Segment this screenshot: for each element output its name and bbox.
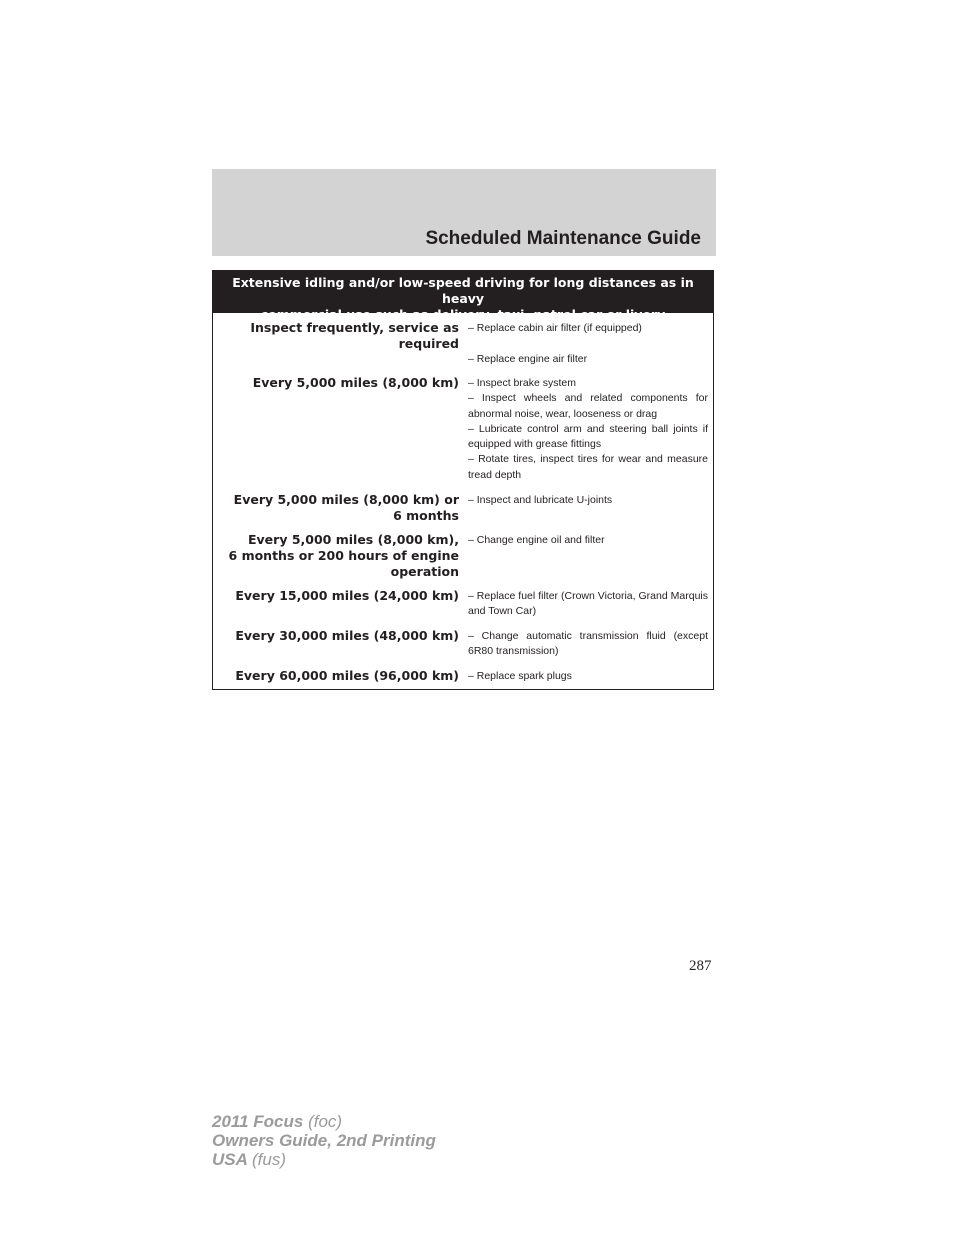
interval-label xyxy=(223,588,459,604)
task-item: – Inspect and lubricate U-joints xyxy=(468,494,613,506)
interval-label xyxy=(223,492,459,524)
maintenance-table xyxy=(212,270,714,690)
interval-line: Every 15,000 miles (24,000 km) xyxy=(235,588,459,603)
interval-label xyxy=(223,532,459,580)
task-list xyxy=(468,533,708,548)
section-header-band xyxy=(212,169,716,256)
footer-model-code: (foc) xyxy=(308,1112,343,1131)
footer-line-guide: Owners Guide, 2nd Printing xyxy=(212,1131,436,1150)
task-list xyxy=(468,321,708,367)
page-number: 287 xyxy=(689,958,712,974)
task-item: – Inspect wheels and related components for abnormal noise, wear, looseness or drag xyxy=(468,392,708,420)
task-item: – Replace engine air filter xyxy=(468,352,588,365)
interval-line: Every 5,000 miles (8,000 km), xyxy=(248,532,459,547)
interval-label xyxy=(223,668,459,684)
task-list xyxy=(468,629,708,660)
task-list xyxy=(468,493,708,508)
interval-line: operation xyxy=(390,564,459,579)
interval-line: Inspect frequently, service as xyxy=(250,320,459,335)
footer-line-region xyxy=(212,1150,436,1169)
section-title: Scheduled Maintenance Guide xyxy=(425,228,701,249)
task-list xyxy=(468,589,708,620)
interval-line: Every 30,000 miles (48,000 km) xyxy=(235,628,459,643)
task-item: – Inspect brake system xyxy=(468,377,576,389)
task-item: – Replace spark plugs xyxy=(468,670,572,682)
interval-line: Every 5,000 miles (8,000 km) xyxy=(252,375,459,390)
interval-label xyxy=(223,320,459,352)
footer-line-model xyxy=(212,1112,436,1131)
interval-label xyxy=(223,375,459,391)
footer-region-code: (fus) xyxy=(252,1150,286,1169)
task-item: – Lubricate control arm and steering ball joints if equipped with grease fittings xyxy=(468,422,708,451)
footer-model: 2011 Focus xyxy=(212,1112,304,1131)
task-item: – Change automatic transmission fluid (except 6R80 transmission) xyxy=(468,630,708,658)
task-item: – Replace fuel filter (Crown Victoria, Grand Marquis and Town Car) xyxy=(468,590,708,618)
table-heading-line: Extensive idling and/or low-speed driving for long distances as in heavy xyxy=(232,275,694,306)
task-item: – Replace cabin air filter (if equipped) xyxy=(468,322,642,334)
footer-region: USA xyxy=(212,1150,248,1169)
task-list xyxy=(468,376,708,483)
task-list xyxy=(468,669,708,684)
interval-line: Every 60,000 miles (96,000 km) xyxy=(235,668,459,683)
task-item: – Rotate tires, inspect tires for wear and measure tread depth xyxy=(468,453,708,481)
task-item: – Change engine oil and filter xyxy=(468,534,605,546)
interval-label xyxy=(223,628,459,644)
interval-line: 6 months or 200 hours of engine xyxy=(228,548,459,563)
document-footer xyxy=(212,1112,436,1169)
interval-line: required xyxy=(398,336,459,351)
table-heading xyxy=(213,271,713,322)
interval-line: 6 months xyxy=(393,508,459,523)
interval-line: Every 5,000 miles (8,000 km) or xyxy=(233,492,459,507)
table-heading-line: commercial use such as delivery, taxi, patrol car or livery xyxy=(260,307,666,322)
